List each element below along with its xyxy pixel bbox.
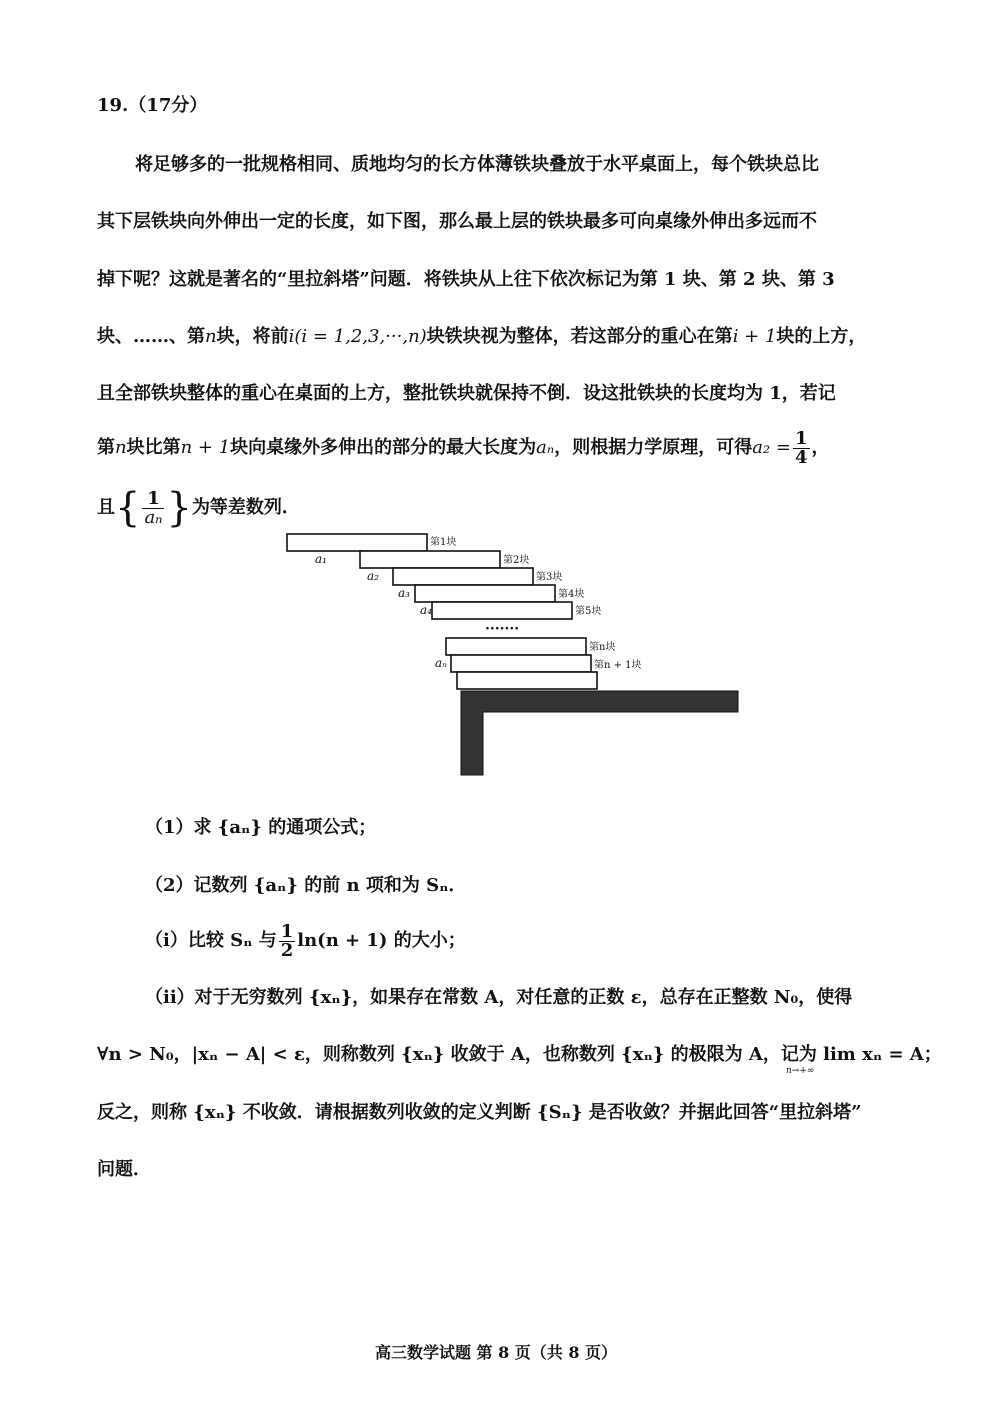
right-brace: } (166, 485, 192, 531)
intro-line-1: 将足够多的一批规格相同、质地均匀的长方体薄铁块叠放于水平桌面上，每个铁块总比 (135, 154, 819, 175)
line4-text-d: 块的上方， (776, 326, 867, 347)
part-2-ii-line-4: 问题． (97, 1159, 151, 1180)
label-gap-an: aₙ (435, 656, 448, 670)
fraction-reciprocal-an (142, 487, 164, 528)
fraction-denominator: 4 (794, 446, 808, 468)
part-2-i-text-b: ln(n + 1) 的大小； (297, 930, 466, 951)
intro-line-7 (97, 484, 300, 532)
label-gap-a4: a₄ (420, 603, 432, 617)
part-2-ii-line-2: ∀n > N₀，|xₙ − A| < ε，则称数列 {xₙ} 收敛于 A，也称数列 {xₙ} 的极限为 A，记为 lim xₙ = A； (97, 1044, 942, 1065)
ellipsis-dots: ······· (485, 621, 520, 637)
label-block-5: 第5块 (575, 606, 602, 617)
line4-text-c: 块铁块视为整体，若这部分的重心在第 (426, 326, 733, 347)
block-bottom (457, 672, 597, 689)
line4-text-b: 块，将前 (216, 326, 289, 347)
block-5 (432, 602, 572, 619)
line4-text-a: 块、……、第 (97, 326, 205, 347)
line7-text-b: 为等差数列． (191, 497, 300, 518)
block-n-plus-1 (451, 655, 591, 672)
fraction-numerator: 1 (142, 490, 164, 509)
label-block-1: 第1块 (430, 537, 457, 548)
page-footer: 高三数学试题 第 8 页（共 8 页） (374, 1343, 618, 1362)
line6-text-c: 块向桌缘外多伸出的部分的最大长度为 (230, 437, 537, 458)
line4-range: (i = 1,2,3,···,n) (294, 326, 427, 347)
fraction-denominator: 2 (280, 939, 294, 961)
line6-var-an: aₙ (536, 437, 555, 458)
intro-line-4 (97, 325, 866, 349)
label-gap-a3: a₃ (398, 586, 410, 600)
block-4 (415, 585, 555, 602)
fraction-denominator: aₙ (144, 506, 163, 528)
label-block-4: 第4块 (558, 589, 585, 600)
line6-text-b: 块比第 (126, 437, 181, 458)
block-n (446, 638, 586, 655)
table-edge (461, 691, 738, 775)
block-2 (360, 551, 500, 568)
label-block-2: 第2块 (503, 555, 530, 566)
label-block-3: 第3块 (536, 572, 563, 583)
fraction-numerator: 1 (280, 920, 294, 942)
line6-text-d: ，则根据力学原理，可得 (554, 437, 753, 458)
part-2-ii-line-3: 反之，则称 {xₙ} 不收敛．请根据数列收敛的定义判断 {Sₙ} 是否收敛？并据此回答“里拉斜塔” (97, 1102, 862, 1123)
fraction-one-quarter (793, 427, 810, 468)
line6-var-np1: n + 1 (180, 437, 231, 458)
line7-text-a: 且 (97, 497, 115, 518)
intro-line-6 (97, 428, 830, 468)
fraction-one-half (279, 920, 296, 961)
label-block-n: 第n块 (589, 642, 616, 653)
part-2: （2）记数列 {aₙ} 的前 n 项和为 Sₙ． (145, 875, 467, 896)
line6-text-a: 第 (97, 437, 115, 458)
line4-var-n: n (205, 326, 217, 347)
label-gap-a2: a₂ (367, 569, 379, 583)
part-2-ii-line-1: （ii）对于无穷数列 {xₙ}，如果存在常数 A，对任意的正数 ε，总存在正整数 N₀，使得 (145, 987, 853, 1008)
limit-subscript: n→+∞ (786, 1066, 815, 1076)
line4-var-i: i (288, 326, 295, 347)
line6-a2: a₂ = (752, 437, 791, 458)
intro-line-2: 其下层铁块向外伸出一定的长度，如下图，那么最上层的铁块最多可向桌缘外伸出多远而不 (97, 211, 817, 232)
line6-var-n: n (115, 437, 127, 458)
problem-number: 19.（17分） (97, 95, 208, 116)
intro-line-5: 且全部铁块整体的重心在桌面的上方，整批铁块就保持不倒．设这批铁块的长度均为 1，若记 (97, 383, 836, 404)
line4-var-ip1: i + 1 (732, 326, 777, 347)
part-1: （1）求 {aₙ} 的通项公式； (145, 817, 377, 838)
fraction-numerator: 1 (794, 427, 808, 449)
part-2-i-text-a: （i）比较 Sₙ 与 (145, 930, 277, 951)
left-brace: { (115, 485, 141, 531)
stacked-blocks-figure (280, 525, 750, 777)
line6-text-e: ， (811, 437, 830, 458)
label-block-n-plus-1: 第n + 1块 (594, 660, 642, 671)
label-gap-a1: a₁ (315, 552, 327, 566)
block-1 (287, 534, 427, 551)
part-2-i (145, 921, 466, 961)
block-3 (393, 568, 533, 585)
intro-line-3: 掉下呢？这就是著名的“里拉斜塔”问题．将铁块从上往下依次标记为第 1 块、第 2 块、第 3 (97, 269, 835, 290)
